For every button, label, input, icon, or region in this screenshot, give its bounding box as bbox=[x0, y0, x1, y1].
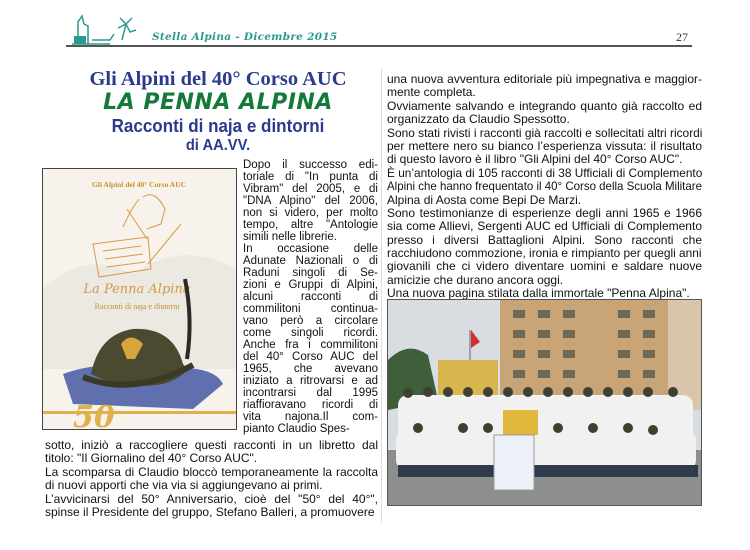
article-text-side bbox=[243, 159, 378, 435]
article-subtitle: Racconti di naja e dintorni bbox=[111, 115, 325, 136]
magazine-logo bbox=[70, 10, 140, 46]
text-line: per mettere nero su bianco l’esperienza vissuta: il risultato bbox=[387, 138, 702, 153]
text-line: tempo, altre "Antologie bbox=[243, 219, 378, 231]
alpine-logo-icon bbox=[70, 10, 140, 46]
article-title: LA PENNA ALPINA bbox=[103, 90, 333, 115]
text-line: Vibram" del 2005, e di bbox=[243, 183, 378, 195]
text-line: incontrarsi dal 1995 bbox=[243, 387, 378, 399]
text-line: zioni e Gruppi di Alpini, bbox=[243, 279, 378, 291]
text-line: iniziato a ritrovarsi e ad bbox=[243, 375, 378, 387]
text-line: Sono testimonianze di esperienze degli anni 1965 e 1966 bbox=[387, 205, 702, 220]
text-line: L’avvicinarsi del 50° Anniversario, cioè del "50° del 40°", bbox=[45, 491, 378, 506]
text-line: La scomparsa di Claudio bloccò temporaneamente la raccolta bbox=[45, 464, 378, 479]
text-line: È un’antologia di 105 racconti di 38 Ufficiali di Complemento bbox=[387, 165, 703, 180]
text-line: spinse il Presidente del gruppo, Stefano Balleri, a promuovere bbox=[45, 504, 375, 519]
text-line: organizzato da Claudio Spessotto. bbox=[387, 112, 570, 127]
magazine-issue: Stella Alpina - Dicembre 2015 bbox=[152, 31, 338, 43]
text-line: mente completa. bbox=[387, 85, 476, 100]
text-line: 1965, che avevano bbox=[243, 363, 378, 375]
text-line: una nuova avventura editoriale più impegnativa e maggior- bbox=[387, 72, 702, 86]
text-line: come singoli ricordi. bbox=[243, 327, 378, 339]
text-line: presso i diversi Battaglioni Alpini. Sono racconti che bbox=[387, 232, 702, 247]
text-line: simili nelle librerie. bbox=[243, 231, 337, 243]
text-line: vita najona.Il com- bbox=[243, 411, 378, 423]
text-line: titolo: "Il Giornalino del 40° Corso AUC". bbox=[45, 451, 258, 466]
text-line: Raduni singoli di Se- bbox=[243, 267, 378, 279]
book-cover-image bbox=[42, 168, 237, 430]
text-line: "DNA Alpino" del 2006, bbox=[243, 195, 378, 207]
page-number: 27 bbox=[676, 30, 688, 44]
article-text-bottom bbox=[45, 439, 378, 519]
text-line: Alpina di Aosta come Bepi De Marzi. bbox=[387, 192, 582, 207]
text-line: vano però a circolare bbox=[243, 315, 378, 327]
article-kicker: Gli Alpini del 40° Corso AUC bbox=[89, 68, 347, 90]
header-rule bbox=[66, 45, 692, 47]
text-line: amicizie che durano ancora oggi. bbox=[387, 272, 564, 287]
text-line: toriale di "In punta di bbox=[243, 171, 378, 183]
text-line: racchiudono commozione, ironia e rimpianto per quegli anni bbox=[387, 246, 702, 261]
text-line: non si videro, per molto bbox=[243, 207, 378, 219]
cover-title: La Penna Alpina bbox=[83, 282, 191, 297]
text-line: pianto Claudio Spes- bbox=[243, 423, 350, 435]
text-line: In occasione delle bbox=[243, 243, 378, 255]
text-line: alcuni racconti di bbox=[243, 291, 378, 303]
text-line: commilitoni continua- bbox=[243, 303, 378, 315]
cover-top-text: Gli Alpini del 40° Corso AUC bbox=[91, 180, 187, 189]
article-text-right bbox=[387, 73, 702, 301]
article-author: di AA.VV. bbox=[185, 137, 251, 154]
text-line: Dopo il successo edi- bbox=[243, 159, 378, 171]
text-line: del 40° Corso AUC del bbox=[243, 351, 378, 363]
text-line: riaffioravano ricordi di bbox=[243, 399, 378, 411]
column-divider bbox=[381, 68, 382, 523]
text-line: sia come Allievi, Sergenti AUC ed Ufficiali di Complemento bbox=[387, 219, 702, 234]
text-line: Sono stati rivisti i racconti già raccolti e sollecitati altri ricordi bbox=[387, 125, 703, 140]
text-line: Una nuova pagina stilata dalla immortale "Penna Alpina". bbox=[387, 286, 690, 301]
text-line: Alpini che hanno frequentato il 40° Corso della Scuola Militare bbox=[387, 179, 702, 194]
text-line: Ovviamente salvando e integrando quanto già raccolto ed bbox=[387, 98, 702, 113]
text-line: di nuovi apporti che via via si aggiungevano ai primi. bbox=[45, 478, 323, 493]
cover-anniversary-badge: 50 bbox=[73, 400, 115, 429]
text-line: giovanili che ci videro diventare uomini e saldare nuove bbox=[387, 259, 702, 274]
text-line: sotto, iniziò a raccogliere questi racconti in un libretto dal bbox=[45, 438, 378, 452]
text-line: Adunate Nazionali o di bbox=[243, 255, 378, 267]
text-line: Anche fra i commilitoni bbox=[243, 339, 378, 351]
text-line: di questo lavoro è il libro "Gli Alpini del 40° Corso AUC". bbox=[387, 152, 683, 167]
cover-subtitle: Racconti di naja e dintorni bbox=[94, 302, 180, 311]
group-photo bbox=[387, 299, 702, 506]
